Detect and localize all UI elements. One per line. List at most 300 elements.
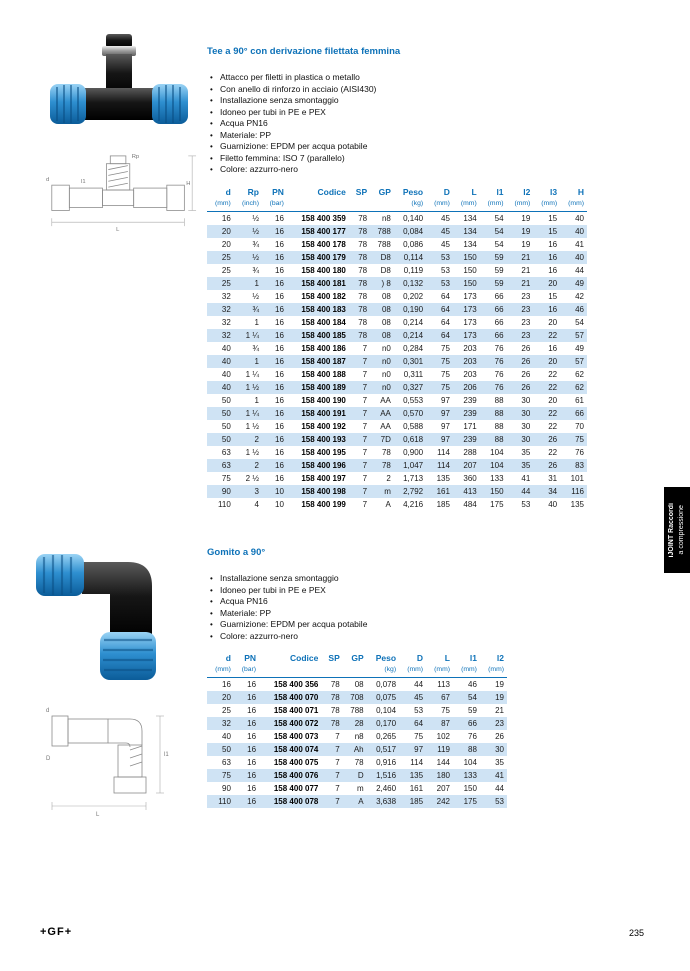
dimension-label-Rp: Rp	[131, 153, 140, 160]
value-cell: 0,132	[403, 279, 424, 288]
value-cell: 242	[436, 797, 450, 806]
value-cell: ¾	[252, 240, 259, 249]
value-cell: 16	[275, 279, 284, 288]
value-cell: D8	[380, 253, 391, 262]
value-cell: 26	[521, 370, 531, 379]
value-cell: 54	[494, 240, 504, 249]
feature-item: • Idoneo per tubi in PE e PEX	[209, 585, 589, 597]
value-cell: 2	[386, 474, 391, 483]
value-cell: 173	[463, 331, 477, 340]
value-cell: 45	[441, 227, 450, 236]
gomito-feature-list	[209, 573, 589, 642]
value-cell: 239	[463, 409, 477, 418]
feature-item: • Materiale: PP	[209, 608, 589, 620]
value-cell: 16	[275, 370, 284, 379]
code-cell: 158 400 198	[301, 487, 346, 496]
value-cell: 21	[521, 266, 531, 275]
value-cell: 16	[275, 253, 284, 262]
value-cell: 484	[463, 500, 477, 509]
code-cell: 158 400 185	[301, 331, 346, 340]
chapter-side-tab-text	[667, 503, 687, 557]
tee-feature-list	[209, 72, 589, 176]
value-cell: 75	[221, 474, 231, 483]
value-cell: 53	[441, 279, 450, 288]
header-row	[207, 652, 507, 678]
value-cell: ¾	[252, 344, 259, 353]
table-row	[207, 795, 507, 808]
value-cell: 102	[436, 732, 450, 741]
value-cell: 66	[468, 719, 477, 728]
value-cell: 20	[548, 318, 558, 327]
value-cell: 22	[548, 448, 558, 457]
value-cell: 08	[381, 292, 391, 301]
value-cell: 26	[521, 344, 531, 353]
value-cell: 15	[548, 227, 558, 236]
value-cell: 20	[222, 693, 231, 702]
value-cell: n0	[381, 344, 391, 353]
table-row	[207, 743, 507, 756]
value-cell: 239	[463, 396, 477, 405]
value-cell: 0,900	[403, 448, 424, 457]
value-cell: 708	[350, 693, 364, 702]
value-cell: 16	[221, 214, 231, 223]
table-row	[207, 277, 587, 290]
value-cell: 16	[275, 357, 284, 366]
value-cell: 19	[521, 240, 531, 249]
value-cell: 0,284	[403, 344, 424, 353]
value-cell: 150	[463, 253, 477, 262]
value-cell: 64	[441, 331, 450, 340]
value-cell: 7	[362, 383, 368, 392]
value-cell: 75	[441, 344, 450, 353]
value-cell: 76	[575, 448, 584, 457]
value-cell: 76	[494, 370, 504, 379]
value-cell: A	[358, 797, 364, 806]
value-cell: 53	[521, 500, 531, 509]
value-cell: 76	[494, 383, 504, 392]
value-cell: 78	[381, 448, 391, 457]
value-cell: ½	[252, 292, 259, 301]
code-cell: 158 400 180	[301, 266, 346, 275]
value-cell: 75	[441, 383, 450, 392]
value-cell: 34	[548, 487, 558, 496]
value-cell: 1	[254, 279, 259, 288]
value-cell: n0	[381, 357, 391, 366]
value-cell: 1 ¼	[245, 370, 259, 379]
feature-item: • Attacco per filetti in plastica o metallo	[209, 72, 589, 84]
value-cell: 19	[495, 680, 504, 689]
value-cell: 144	[436, 758, 450, 767]
table-row	[207, 769, 507, 782]
value-cell: 41	[495, 771, 504, 780]
value-cell: 57	[575, 357, 584, 366]
value-cell: 32	[221, 305, 231, 314]
code-cell: 158 400 359	[301, 214, 346, 223]
value-cell: 83	[575, 461, 584, 470]
value-cell: 54	[494, 214, 504, 223]
value-cell: 53	[441, 253, 450, 262]
column-header: Codice	[287, 186, 349, 212]
value-cell: 360	[463, 474, 477, 483]
value-cell: 26	[521, 383, 531, 392]
value-cell: 161	[436, 487, 450, 496]
value-cell: ¾	[252, 266, 259, 275]
value-cell: 0,916	[376, 758, 397, 767]
code-cell: 158 400 356	[273, 680, 319, 689]
value-cell: ½	[252, 214, 259, 223]
tee-fitting-image	[48, 32, 190, 146]
value-cell: 32	[221, 331, 231, 340]
value-cell: 97	[441, 422, 450, 431]
value-cell: AA	[380, 409, 391, 418]
value-cell: 53	[495, 797, 504, 806]
column-header: D (mm)	[426, 186, 453, 212]
code-cell: 158 400 196	[301, 461, 346, 470]
value-cell: 16	[247, 719, 257, 728]
value-cell: 10	[275, 500, 284, 509]
value-cell: 0,119	[403, 266, 424, 275]
value-cell: 40	[221, 383, 231, 392]
value-cell: 119	[437, 745, 450, 754]
value-cell: 7	[362, 357, 368, 366]
value-cell: 75	[222, 771, 231, 780]
value-cell: 30	[521, 435, 531, 444]
value-cell: 185	[409, 797, 424, 806]
feature-item: • Installazione senza smontaggio	[209, 95, 589, 107]
value-cell: 75	[441, 370, 450, 379]
value-cell: 78	[358, 240, 368, 249]
value-cell: 114	[437, 448, 450, 457]
value-cell: 180	[436, 771, 450, 780]
value-cell: 134	[463, 227, 477, 236]
table-row	[207, 368, 587, 381]
value-cell: 76	[494, 344, 504, 353]
value-cell: 20	[221, 240, 231, 249]
value-cell: 50	[222, 745, 231, 754]
table-row	[207, 212, 587, 226]
value-cell: 23	[521, 331, 531, 340]
column-header: PN (bar)	[234, 652, 259, 678]
value-cell: 25	[222, 706, 231, 715]
value-cell: 40	[575, 214, 584, 223]
value-cell: 49	[575, 344, 584, 353]
value-cell: 21	[495, 706, 504, 715]
page-number: 235	[628, 928, 644, 938]
value-cell: 7	[362, 370, 368, 379]
value-cell: 46	[468, 680, 477, 689]
code-cell: 158 400 177	[301, 227, 346, 236]
value-cell: 1 ¼	[245, 409, 259, 418]
value-cell: 135	[409, 771, 424, 780]
value-cell: 16	[247, 745, 257, 754]
table-row	[207, 756, 507, 769]
value-cell: n8	[354, 732, 364, 741]
column-header: GP	[343, 652, 367, 678]
table-row	[207, 704, 507, 717]
feature-item: • Colore: azzurro-nero	[209, 164, 589, 176]
value-cell: 19	[521, 214, 531, 223]
gomito-table	[207, 652, 507, 808]
table-row	[207, 459, 587, 472]
gomito-table-body	[207, 678, 507, 809]
value-cell: 16	[275, 461, 284, 470]
value-cell: 2	[254, 435, 259, 444]
value-cell: 2	[254, 461, 259, 470]
value-cell: 20	[548, 357, 558, 366]
value-cell: 16	[275, 409, 284, 418]
value-cell: 16	[548, 305, 558, 314]
value-cell: 16	[275, 292, 284, 301]
value-cell: 53	[414, 706, 424, 715]
value-cell: 0,075	[376, 693, 397, 702]
value-cell: 16	[247, 706, 257, 715]
table-row	[207, 691, 507, 704]
value-cell: 63	[221, 461, 231, 470]
value-cell: 62	[575, 383, 584, 392]
value-cell: 16	[275, 448, 284, 457]
value-cell: 16	[548, 240, 558, 249]
value-cell: 22	[548, 331, 558, 340]
code-cell: 158 400 181	[301, 279, 346, 288]
value-cell: 45	[414, 693, 424, 702]
value-cell: 78	[358, 305, 368, 314]
value-cell: 16	[275, 305, 284, 314]
value-cell: ½	[252, 227, 259, 236]
value-cell: 64	[441, 318, 450, 327]
elbow-drawing-svg	[44, 688, 198, 836]
value-cell: 16	[275, 227, 284, 236]
value-cell: 40	[575, 253, 584, 262]
table-row	[207, 238, 587, 251]
value-cell: 76	[494, 357, 504, 366]
column-header: Codice	[259, 652, 321, 678]
value-cell: 1	[254, 396, 259, 405]
value-cell: 64	[441, 305, 450, 314]
value-cell: 50	[221, 435, 231, 444]
value-cell: 08	[354, 680, 364, 689]
value-cell: 78	[330, 680, 340, 689]
value-cell: 16	[548, 253, 558, 262]
value-cell: 22	[548, 383, 558, 392]
value-cell: 206	[463, 383, 477, 392]
column-header: D (mm)	[399, 652, 426, 678]
value-cell: 53	[441, 266, 450, 275]
value-cell: 97	[441, 409, 450, 418]
value-cell: D8	[380, 266, 391, 275]
column-header: L (mm)	[426, 652, 453, 678]
code-cell: 158 400 192	[301, 422, 346, 431]
value-cell: 1	[254, 318, 259, 327]
feature-item: • Con anello di rinforzo in acciaio (AISI430)	[209, 84, 589, 96]
value-cell: 0,190	[403, 305, 424, 314]
value-cell: 66	[575, 409, 584, 418]
value-cell: 76	[468, 732, 477, 741]
value-cell: 20	[221, 227, 231, 236]
value-cell: 88	[494, 396, 504, 405]
value-cell: 1,516	[376, 771, 397, 780]
value-cell: 203	[463, 370, 477, 379]
value-cell: 16	[247, 797, 257, 806]
value-cell: 75	[441, 706, 450, 715]
value-cell: 31	[548, 474, 558, 483]
value-cell: n8	[381, 214, 391, 223]
value-cell: 35	[495, 758, 504, 767]
value-cell: 134	[463, 240, 477, 249]
value-cell: 78	[358, 318, 368, 327]
value-cell: 0,114	[403, 253, 424, 262]
table-row	[207, 329, 587, 342]
value-cell: 44	[521, 487, 531, 496]
table-row	[207, 381, 587, 394]
code-cell: 158 400 188	[301, 370, 346, 379]
column-header: L (mm)	[453, 186, 480, 212]
value-cell: 0,086	[403, 240, 424, 249]
value-cell: 23	[521, 318, 531, 327]
value-cell: 2 ½	[245, 474, 259, 483]
value-cell: 1,047	[403, 461, 424, 470]
value-cell: 3,638	[376, 797, 397, 806]
value-cell: 16	[275, 214, 284, 223]
code-cell: 158 400 193	[301, 435, 346, 444]
code-cell: 158 400 075	[273, 758, 319, 767]
chapter-side-tab	[664, 487, 690, 573]
value-cell: 97	[441, 435, 450, 444]
value-cell: 207	[436, 784, 450, 793]
table-row	[207, 355, 587, 368]
table-row	[207, 290, 587, 303]
value-cell: 413	[463, 487, 477, 496]
value-cell: 0,202	[403, 292, 424, 301]
value-cell: 0,588	[403, 422, 424, 431]
column-header: d (mm)	[207, 186, 234, 212]
value-cell: 788	[377, 227, 391, 236]
value-cell: 171	[463, 422, 477, 431]
value-cell: 15	[548, 214, 558, 223]
column-header: l2 (mm)	[507, 186, 534, 212]
column-header: Rp (inch)	[234, 186, 262, 212]
value-cell: 30	[495, 745, 504, 754]
feature-item: • Acqua PN16	[209, 118, 589, 130]
value-cell: 59	[494, 279, 504, 288]
elbow-fitting-image	[34, 540, 194, 684]
value-cell: 54	[468, 693, 477, 702]
value-cell: 1 ½	[245, 383, 259, 392]
value-cell: 203	[463, 357, 477, 366]
feature-item: • Filetto femmina: ISO 7 (parallelo)	[209, 153, 589, 165]
table-row	[207, 225, 587, 238]
value-cell: 67	[441, 693, 450, 702]
column-header: l2 (mm)	[480, 652, 507, 678]
value-cell: AA	[380, 422, 391, 431]
value-cell: 78	[358, 253, 368, 262]
dimension-label-d: d	[45, 177, 50, 184]
column-header: l1 (mm)	[480, 186, 507, 212]
value-cell: 64	[414, 719, 424, 728]
elbow-technical-drawing	[44, 688, 198, 836]
feature-item: • Guarnizione: EPDM per acqua potabile	[209, 619, 589, 631]
code-cell: 158 400 182	[301, 292, 346, 301]
value-cell: 7	[362, 487, 368, 496]
value-cell: 16	[222, 680, 231, 689]
value-cell: 1	[254, 357, 259, 366]
value-cell: 40	[548, 500, 558, 509]
value-cell: 22	[548, 370, 558, 379]
value-cell: 20	[548, 396, 558, 405]
value-cell: 75	[414, 732, 424, 741]
value-cell: 78	[358, 266, 368, 275]
value-cell: 87	[441, 719, 450, 728]
value-cell: 44	[575, 266, 584, 275]
value-cell: A	[385, 500, 391, 509]
tee-fitting-photo	[48, 32, 190, 146]
value-cell: 16	[247, 758, 257, 767]
column-header: Peso (kg)	[394, 186, 426, 212]
value-cell: 28	[354, 719, 364, 728]
dimension-label-L: L	[116, 226, 120, 233]
value-cell: 32	[222, 719, 231, 728]
value-cell: 7	[335, 758, 340, 767]
value-cell: 0,104	[376, 706, 397, 715]
value-cell: 4,216	[403, 500, 424, 509]
table-row	[207, 407, 587, 420]
value-cell: 173	[463, 318, 477, 327]
table-row	[207, 303, 587, 316]
column-header: PN (bar)	[262, 186, 287, 212]
value-cell: 133	[490, 474, 504, 483]
side-tab-line2: a compressione	[678, 505, 685, 555]
value-cell: 21	[521, 279, 531, 288]
value-cell: 45	[441, 214, 450, 223]
value-cell: 44	[495, 784, 504, 793]
value-cell: 0,078	[376, 680, 397, 689]
value-cell: 7	[335, 771, 340, 780]
value-cell: 0,265	[376, 732, 397, 741]
value-cell: 7	[362, 409, 368, 418]
value-cell: 90	[221, 487, 231, 496]
value-cell: 66	[494, 331, 504, 340]
value-cell: 0,170	[376, 719, 397, 728]
value-cell: 133	[463, 771, 477, 780]
column-header: GP	[370, 186, 394, 212]
value-cell: 54	[494, 227, 504, 236]
code-cell: 158 400 178	[301, 240, 346, 249]
value-cell: 66	[494, 318, 504, 327]
table-row	[207, 472, 587, 485]
value-cell: 16	[548, 266, 558, 275]
value-cell: 88	[494, 409, 504, 418]
value-cell: 16	[275, 422, 284, 431]
column-header: SP	[321, 652, 342, 678]
tee-table	[207, 186, 587, 511]
gomito-table-header	[207, 652, 507, 678]
value-cell: 207	[463, 461, 477, 470]
value-cell: 7	[335, 732, 340, 741]
value-cell: 7	[362, 461, 368, 470]
code-cell: 158 400 191	[301, 409, 346, 418]
value-cell: 203	[463, 344, 477, 353]
value-cell: 78	[330, 719, 340, 728]
value-cell: 88	[494, 435, 504, 444]
value-cell: 78	[330, 706, 340, 715]
value-cell: 104	[463, 758, 477, 767]
value-cell: 16	[275, 344, 284, 353]
value-cell: 78	[358, 279, 368, 288]
value-cell: 40	[222, 732, 231, 741]
value-cell: 32	[221, 318, 231, 327]
value-cell: 25	[221, 279, 231, 288]
value-cell: 16	[247, 771, 257, 780]
value-cell: 78	[358, 292, 368, 301]
